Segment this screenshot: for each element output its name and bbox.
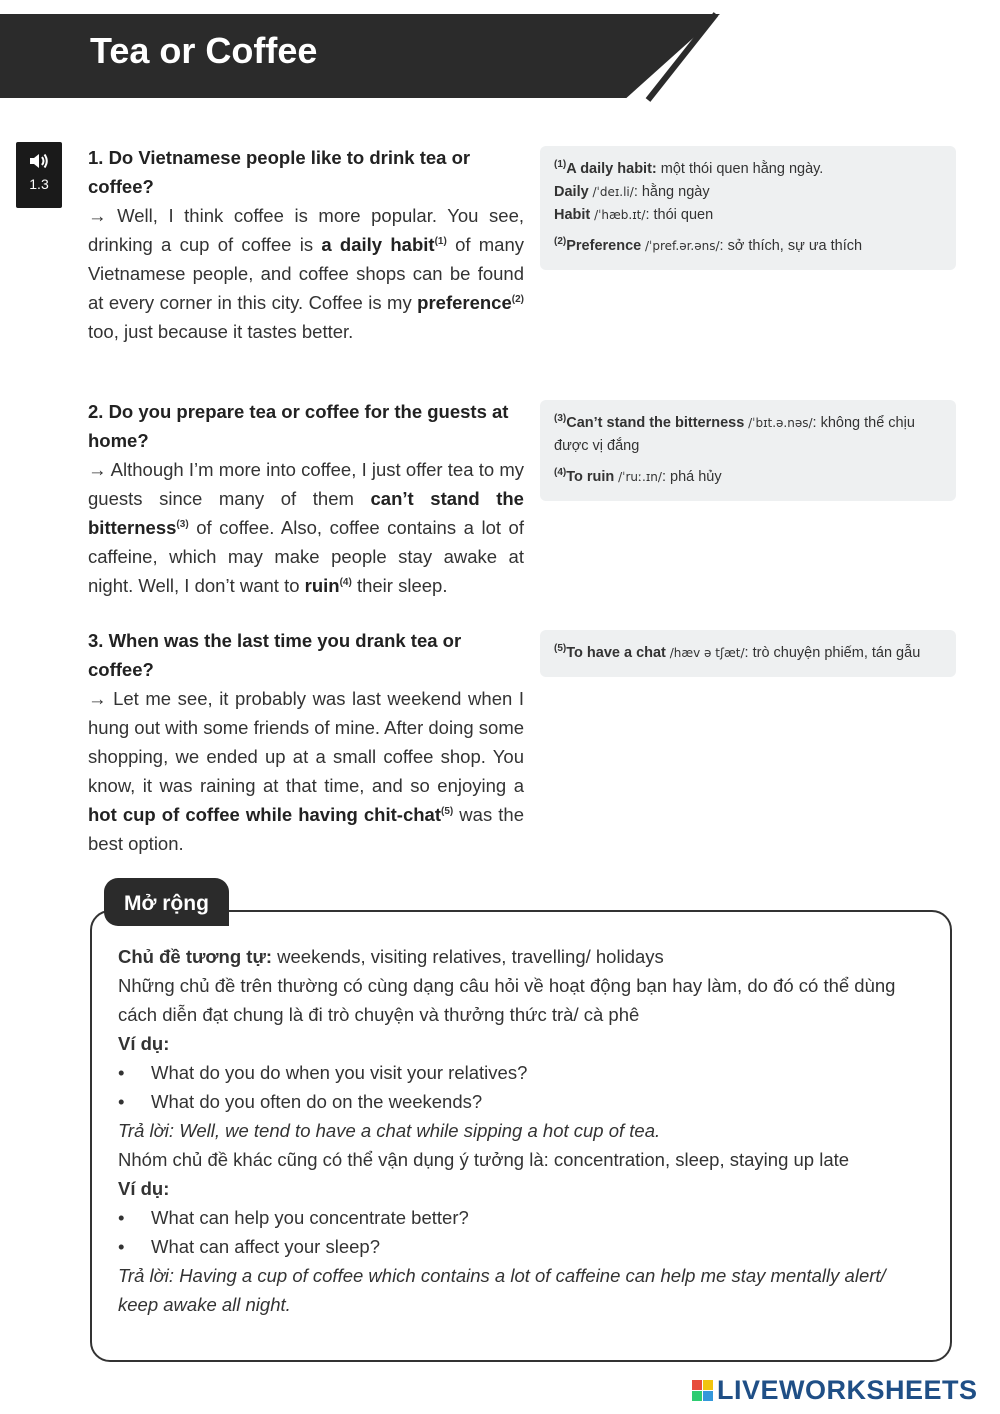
qa-item-3: [88, 626, 524, 858]
question-3: 3. When was the last time you drank tea or coffee?: [88, 630, 462, 680]
vocab-term: Daily: [554, 184, 589, 200]
liveworksheets-logo[interactable]: [692, 1376, 978, 1404]
answer-text: too, just because it tastes better.: [88, 321, 354, 342]
vocab-definition: : không thể chịu được vị đắng: [554, 415, 915, 454]
footnote-ref: (5): [441, 805, 454, 817]
audio-badge[interactable]: [16, 142, 62, 208]
vocab-ipa: /ˈruː.ɪn/: [614, 470, 662, 484]
header-slash-decoration: [640, 8, 730, 104]
similar-topics-label: Chủ đề tương tự:: [118, 946, 272, 967]
example-label-text: Ví dụ:: [118, 1178, 170, 1199]
vocab-ipa: /ˈdeɪ.li/: [588, 185, 634, 199]
expand-tab: Mở rộng: [104, 878, 229, 926]
answer-text: of coffee. Also, coffee contains a lot of caffeine, which may make people stay awake at night. Well, I don’t want to: [88, 517, 524, 596]
note-line: [554, 204, 942, 227]
note-line: [554, 642, 942, 665]
vocab-term: To ruin: [566, 469, 615, 485]
answer-text: → Let me see, it probably was last weekend when I hung out with some friends of mine. After doing some shopping, we ended up at a small coffee shop. You know, it was raining at that time, and so enjoying a: [88, 688, 525, 796]
vocab-term: Habit: [554, 207, 591, 223]
answer-text: → Well, I think coffee is more popular. You see, drinking a cup of coffee is: [88, 205, 524, 255]
footnote-ref: (2): [511, 293, 524, 305]
footnote-ref: (4): [339, 576, 352, 588]
footnote-ref: (3): [176, 518, 189, 530]
qa-item-1: [88, 143, 524, 346]
vocab-definition: một thói quen hằng ngày.: [656, 161, 824, 177]
note-line: [554, 235, 942, 258]
footnote-number: (2): [554, 236, 567, 248]
list-item: • What can help you concentrate better?: [151, 1203, 928, 1232]
note-line: [554, 181, 942, 204]
vocab-ipa: /ˈpref.ər.əns/: [641, 239, 720, 253]
vocab-term: Preference: [566, 238, 642, 254]
qa-item-2: [88, 397, 524, 600]
speaker-icon[interactable]: [28, 152, 50, 170]
list-item: • What do you do when you visit your relatives?: [151, 1058, 928, 1087]
list-item: • What do you often do on the weekends?: [151, 1087, 928, 1116]
page-title: Tea or Coffee: [90, 30, 318, 71]
vocab-note-2: [540, 400, 956, 501]
answer-1: [88, 201, 524, 346]
answer-text: was the best option.: [88, 804, 524, 854]
vocab-definition: : trò chuyện phiếm, tán gẫu: [744, 645, 921, 661]
example-label: [118, 1174, 928, 1203]
answer-keyword: ruin: [304, 575, 340, 596]
answer-text: their sleep.: [351, 575, 448, 596]
answer-keyword: hot cup of coffee while having chit-chat: [88, 804, 441, 825]
footnote-number: (5): [554, 643, 567, 655]
vocab-ipa: /ˈbɪt.ə.nəs/: [744, 416, 813, 430]
expand-content: [118, 942, 928, 1319]
example-list-2: [118, 1203, 928, 1261]
answer-text: of many Vietnamese people, and coffee shops can be found at every corner in this city. Coffee is my: [88, 234, 525, 313]
vocab-note-3: [540, 630, 956, 677]
similar-topics-text: weekends, visiting relatives, travelling/ holidays: [272, 946, 664, 967]
footnote-ref: (1): [434, 235, 447, 247]
footnote-number: (4): [554, 467, 567, 479]
vocab-term: Can’t stand the bitterness: [566, 415, 745, 431]
list-item: • What can affect your sleep?: [151, 1232, 928, 1261]
vocab-term: To have a chat: [566, 645, 666, 661]
answer-text: → Although I’m more into coffee, I just offer tea to my guests since many of them: [88, 459, 524, 509]
answer-2: [88, 455, 524, 600]
example-label-text: Ví dụ:: [118, 1033, 170, 1054]
vocab-definition: : sở thích, sự ưa thích: [719, 238, 863, 254]
answer-keyword: can’t stand the bitterness: [88, 488, 524, 538]
note-line: [554, 466, 942, 489]
vocab-term: A daily habit:: [566, 161, 657, 177]
vocab-definition: : hằng ngày: [633, 184, 710, 200]
question-1: 1. Do Vietnamese people like to drink tea or coffee?: [88, 147, 471, 197]
vocab-note-1: [540, 146, 956, 270]
other-topics: Nhóm chủ đề khác cũng có thể vận dụng ý tưởng là: concentration, sleep, staying up late: [118, 1149, 850, 1170]
vocab-ipa: /ˈhæb.ɪt/: [590, 208, 646, 222]
vocab-ipa: /hæv ə tʃæt/: [665, 646, 745, 660]
example-answer-2: Trả lời: Having a cup of coffee which contains a lot of caffeine can help me stay mentally alert/ keep awake all night.: [118, 1265, 886, 1315]
note-line: [554, 158, 942, 181]
track-number: 1.3: [29, 176, 49, 192]
vocab-definition: : phá hủy: [661, 469, 722, 485]
example-answer-1: Trả lời: Well, we tend to have a chat while sipping a hot cup of tea.: [118, 1120, 661, 1141]
question-2: 2. Do you prepare tea or coffee for the guests at home?: [88, 401, 509, 451]
expand-explanation: Những chủ đề trên thường có cùng dạng câu hỏi về hoạt động bạn hay làm, do đó có thể dùng cách diễn đạt chung là đi trò chuyện và thưởng thức trà/ cà phê: [118, 975, 896, 1025]
answer-keyword: a daily habit: [321, 234, 435, 255]
footnote-number: (1): [554, 159, 567, 171]
answer-3: [88, 684, 524, 858]
similar-topics: [118, 942, 928, 971]
footnote-number: (3): [554, 413, 567, 425]
note-line: [554, 412, 942, 458]
vocab-definition: : thói quen: [645, 207, 714, 223]
logo-grid-icon: [692, 1380, 713, 1401]
answer-keyword: preference: [417, 292, 512, 313]
example-label: [118, 1029, 928, 1058]
example-list-1: [118, 1058, 928, 1116]
logo-text: LIVEWORKSHEETS: [717, 1374, 978, 1405]
